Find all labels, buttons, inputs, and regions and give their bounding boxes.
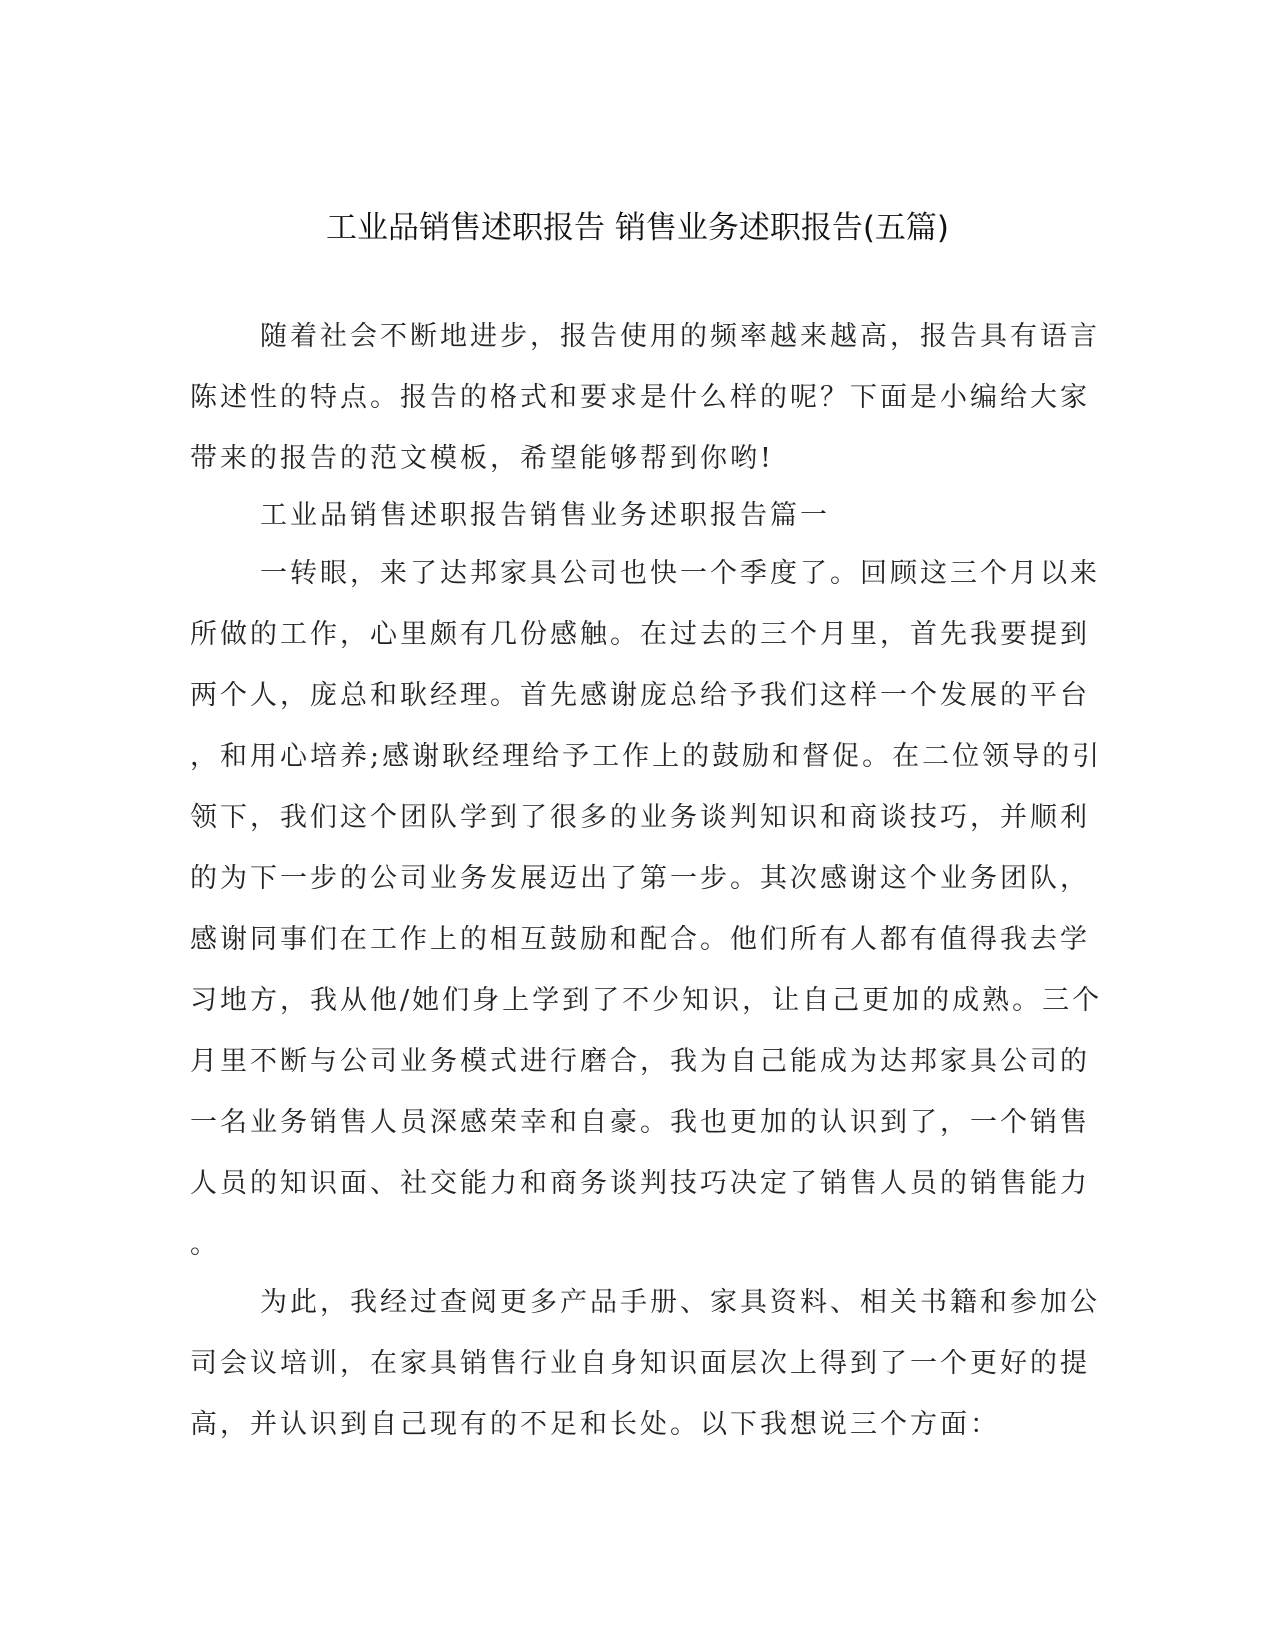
paragraph-line: 一转眼，来了达邦家具公司也快一个季度了。回顾这三个月以来 [260, 558, 1100, 589]
paragraph-line: 习地方，我从他/她们身上学到了不少知识，让自己更加的成熟。三个 [190, 985, 1103, 1016]
paragraph-line: 。 [190, 1229, 220, 1260]
paragraph-line: 两个人，庞总和耿经理。首先感谢庞总给予我们这样一个发展的平台 [190, 680, 1090, 711]
closing-paragraph [190, 1272, 1100, 1455]
paragraph-line: 司会议培训，在家具销售行业自身知识面层次上得到了一个更好的提 [190, 1348, 1090, 1379]
paragraph-line: 陈述性的特点。报告的格式和要求是什么样的呢？下面是小编给大家 [190, 382, 1090, 413]
paragraph-line: 人员的知识面、社交能力和商务谈判技巧决定了销售人员的销售能力 [190, 1168, 1090, 1199]
section-heading: 工业品销售述职报告销售业务述职报告篇一 [260, 500, 830, 531]
paragraph-line: 领下，我们这个团队学到了很多的业务谈判知识和商谈技巧，并顺利 [190, 802, 1090, 833]
paragraph-line: 月里不断与公司业务模式进行磨合，我为自己能成为达邦家具公司的 [190, 1046, 1090, 1077]
paragraph-line: 一名业务销售人员深感荣幸和自豪。我也更加的认识到了，一个销售 [190, 1107, 1090, 1138]
paragraph-line: 感谢同事们在工作上的相互鼓励和配合。他们所有人都有值得我去学 [190, 924, 1090, 955]
paragraph-line: 带来的报告的范文模板，希望能够帮到你哟! [190, 443, 774, 474]
paragraph-line: 高，并认识到自己现有的不足和长处。以下我想说三个方面： [190, 1409, 1000, 1440]
main-paragraph [190, 543, 1103, 1275]
document-title: 工业品销售述职报告 销售业务述职报告(五篇) [325, 210, 950, 246]
paragraph-line: 的为下一步的公司业务发展迈出了第一步。其次感谢这个业务团队， [190, 863, 1090, 894]
paragraph-line: 所做的工作，心里颇有几份感触。在过去的三个月里，首先我要提到 [190, 619, 1090, 650]
paragraph-line: ，和用心培养;感谢耿经理给予工作上的鼓励和督促。在二位领导的引 [190, 741, 1103, 772]
paragraph-line: 为此，我经过查阅更多产品手册、家具资料、相关书籍和参加公 [260, 1287, 1100, 1318]
intro-paragraph [190, 306, 1100, 489]
section-heading-block [190, 485, 1085, 546]
paragraph-line: 随着社会不断地进步，报告使用的频率越来越高，报告具有语言 [260, 321, 1100, 352]
